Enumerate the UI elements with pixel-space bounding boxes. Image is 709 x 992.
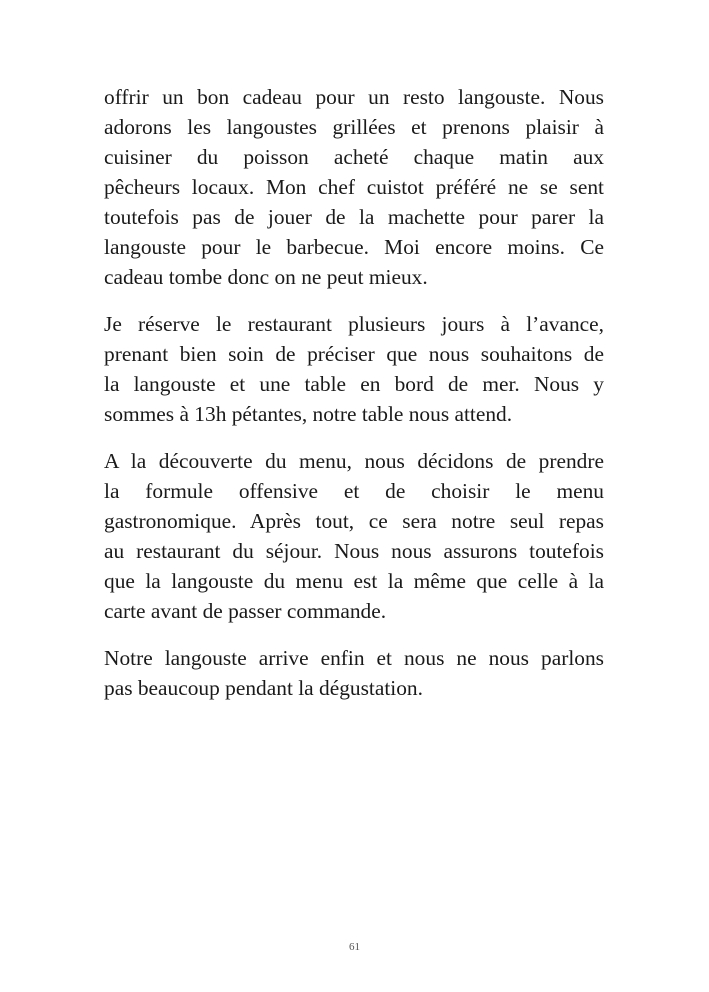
text-line: Je réserve le restaurant plusieurs jours à l’avance, bbox=[104, 312, 604, 336]
text-line: la langouste et une table en bord de mer. Nous y bbox=[104, 372, 604, 396]
text-line: gastronomique. Après tout, ce sera notre seul repas bbox=[104, 509, 604, 533]
page-number: 61 bbox=[349, 941, 360, 953]
paragraph-4 bbox=[104, 643, 604, 703]
page-body bbox=[104, 82, 604, 720]
text-line: adorons les langoustes grillées et prenons plaisir à bbox=[104, 115, 604, 139]
text-line: sommes à 13h pétantes, notre table nous attend. bbox=[104, 402, 513, 426]
text-line: au restaurant du séjour. Nous nous assurons toutefois bbox=[104, 539, 604, 563]
text-line: langouste pour le barbecue. Moi encore moins. Ce bbox=[104, 235, 604, 259]
text-line: pas beaucoup pendant la dégustation. bbox=[104, 676, 423, 700]
text-line: A la découverte du menu, nous décidons de prendre bbox=[104, 449, 604, 473]
text-line: cuisiner du poisson acheté chaque matin aux bbox=[104, 145, 604, 169]
paragraph-1 bbox=[104, 82, 604, 292]
text-line: pêcheurs locaux. Mon chef cuistot préféré ne se sent bbox=[104, 175, 604, 199]
text-line: que la langouste du menu est la même que celle à la bbox=[104, 569, 604, 593]
text-line: offrir un bon cadeau pour un resto langouste. Nous bbox=[104, 85, 604, 109]
text-line: Notre langouste arrive enfin et nous ne nous parlons bbox=[104, 646, 604, 670]
paragraph-2 bbox=[104, 309, 604, 429]
text-line: prenant bien soin de préciser que nous souhaitons de bbox=[104, 342, 604, 366]
text-line: cadeau tombe donc on ne peut mieux. bbox=[104, 265, 428, 289]
text-line: carte avant de passer commande. bbox=[104, 599, 387, 623]
paragraph-3 bbox=[104, 446, 604, 626]
text-line: toutefois pas de jouer de la machette pour parer la bbox=[104, 205, 604, 229]
text-line: la formule offensive et de choisir le menu bbox=[104, 479, 604, 503]
